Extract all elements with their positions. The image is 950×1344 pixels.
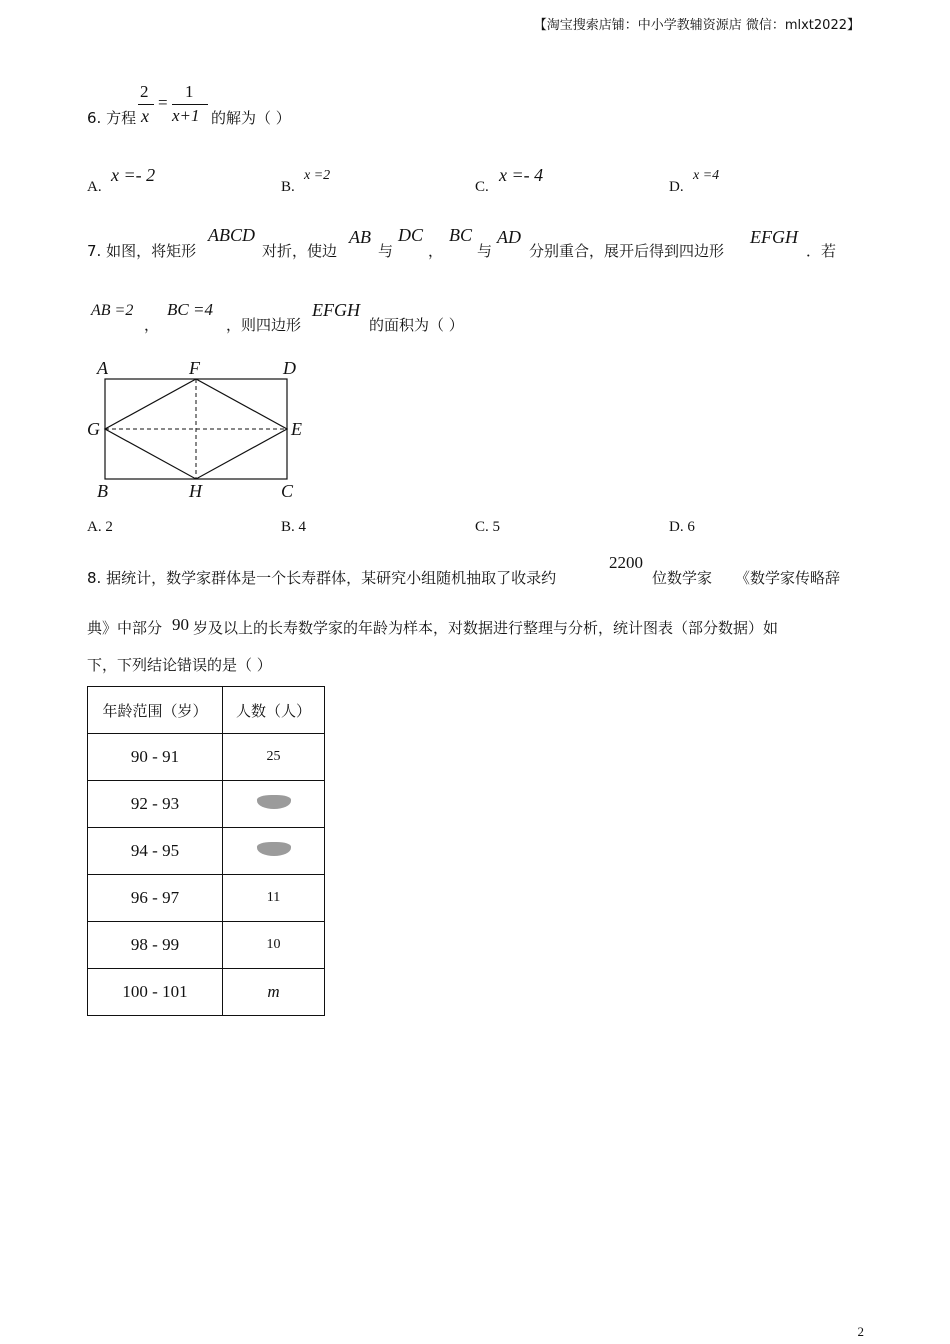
ink-blot-icon xyxy=(257,795,291,809)
count-cell: 25 xyxy=(223,734,325,781)
count-cell: 11 xyxy=(223,875,325,922)
q6-option-c-label: C. xyxy=(475,179,489,195)
q7-edge-bc: BC xyxy=(449,225,473,245)
count-cell: 10 xyxy=(223,922,325,969)
q6-option-c-value: x =- 4 xyxy=(499,165,544,185)
range-cell: 100 - 101 xyxy=(88,969,223,1016)
q6-frac2-numerator: 1 xyxy=(185,82,194,101)
q7-option-b: B. 4 xyxy=(281,519,307,535)
label-a: A xyxy=(97,358,108,378)
label-g: G xyxy=(87,419,100,439)
header-banner: 【淘宝搜索店铺：中小学教辅资源店 微信：mlxt2022】 xyxy=(533,18,860,33)
q7-option-a: A. 2 xyxy=(87,519,113,535)
q7-edge-ad: AD xyxy=(497,227,521,247)
table-row xyxy=(88,734,325,781)
q8-line3: 下，下列结论错误的是（ ） xyxy=(87,656,272,674)
range-cell: 94 - 95 xyxy=(88,828,223,875)
q7-option-c: C. 5 xyxy=(475,519,501,535)
q6-option-a-label: A. xyxy=(87,179,102,195)
q7-text-3: 分别重合，展开后得到四边形 xyxy=(529,242,725,260)
q7-with-1: 与 xyxy=(378,242,394,260)
label-d: D xyxy=(283,358,296,378)
table-row xyxy=(88,781,325,828)
q8-line2-b: 岁及以上的长寿数学家的年龄为样本，对数据进行整理与分析，统计图表（部分数据）如 xyxy=(193,619,779,637)
q7-sep: ， xyxy=(144,316,160,334)
q7-text-1: 7. 如图，将矩形 xyxy=(87,242,197,260)
count-cell-obscured xyxy=(223,828,325,875)
q6-option-d-label: D. xyxy=(669,179,684,195)
label-f: F xyxy=(189,358,200,378)
label-h: H xyxy=(189,481,202,501)
q7-text-6: 的面积为（ ） xyxy=(369,316,464,334)
q6-equals: = xyxy=(158,93,168,112)
header-age-range: 年龄范围（岁） xyxy=(88,687,223,734)
q7-quad-name: EFGH xyxy=(750,227,798,247)
header-count: 人数（人） xyxy=(223,687,325,734)
q6-frac2-denominator: x+1 xyxy=(172,106,200,125)
q6-frac1-bar xyxy=(138,104,154,105)
q6-frac1-denominator: x xyxy=(141,106,149,126)
q7-edge-dc: DC xyxy=(398,225,424,245)
table-row xyxy=(88,875,325,922)
count-cell-obscured xyxy=(223,781,325,828)
ink-blot-icon xyxy=(257,842,291,856)
table-header-row xyxy=(88,687,325,734)
q6-option-b-label: B. xyxy=(281,179,295,195)
q6-frac2-bar xyxy=(172,104,208,105)
q8-age: 90 xyxy=(172,615,189,634)
range-cell: 96 - 97 xyxy=(88,875,223,922)
q7-condition-bc: BC =4 xyxy=(167,300,213,319)
q6-suffix: 的解为（ ） xyxy=(211,109,291,127)
range-cell: 90 - 91 xyxy=(88,734,223,781)
label-c: C xyxy=(281,481,294,501)
q7-comma: ， xyxy=(428,242,444,260)
label-e: E xyxy=(291,419,302,439)
range-cell: 92 - 93 xyxy=(88,781,223,828)
q8-count: 2200 xyxy=(609,553,643,572)
table-row xyxy=(88,828,325,875)
page-number: 2 xyxy=(857,1324,864,1339)
q6-frac1-numerator: 2 xyxy=(140,82,149,101)
q6-option-d-value: x =4 xyxy=(693,168,720,183)
q7-rectangle-figure xyxy=(85,355,320,505)
q8-text-3: 《数学家传略辞 xyxy=(735,569,841,587)
count-cell-variable: m xyxy=(223,969,325,1016)
q8-text-2: 位数学家 xyxy=(652,569,713,587)
table-row xyxy=(88,922,325,969)
range-cell: 98 - 99 xyxy=(88,922,223,969)
q7-quad-name-2: EFGH xyxy=(312,300,360,320)
q8-line2-a: 典》中部分 xyxy=(87,619,163,637)
table-row xyxy=(88,969,325,1016)
age-stats-table xyxy=(87,686,325,1016)
q7-option-d: D. 6 xyxy=(669,519,695,535)
q7-text-2: 对折，使边 xyxy=(262,242,338,260)
q7-text-4: ．若 xyxy=(806,242,837,260)
q6-option-b-value: x =2 xyxy=(304,168,331,183)
q7-text-5: ，则四边形 xyxy=(226,316,302,334)
q8-text-1: 8. 据统计，数学家群体是一个长寿群体，某研究小组随机抽取了收录约 xyxy=(87,569,557,587)
q7-rect-name: ABCD xyxy=(208,225,255,245)
q6-lead: 6. 方程 xyxy=(87,109,137,127)
q7-condition-ab: AB =2 xyxy=(91,302,134,319)
q7-edge-ab: AB xyxy=(349,227,371,247)
q6-option-a-value: x =- 2 xyxy=(111,165,156,185)
q7-with-2: 与 xyxy=(477,242,493,260)
label-b: B xyxy=(97,481,108,501)
